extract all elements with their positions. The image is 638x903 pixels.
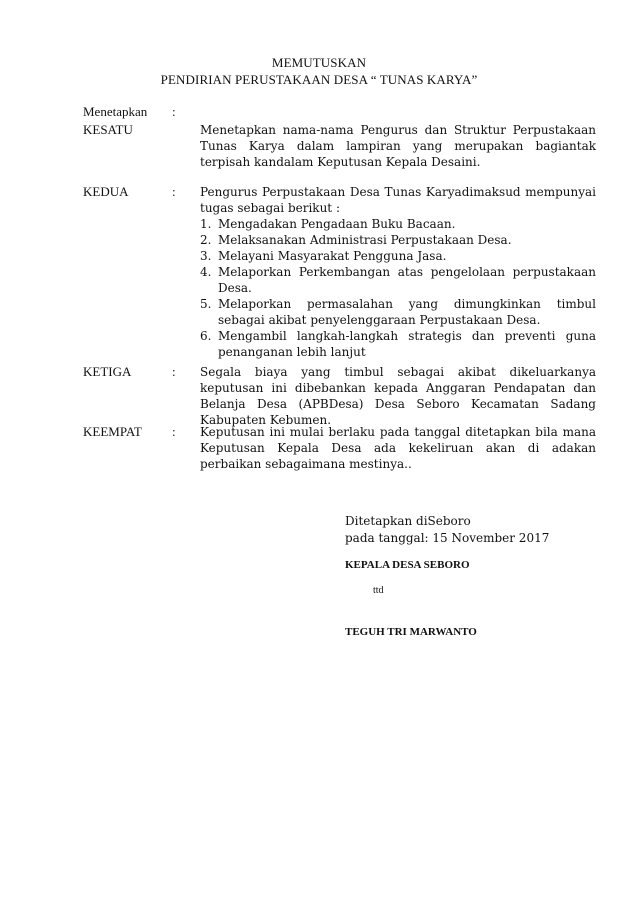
list-number: 1. <box>200 217 212 231</box>
list-text: Melayani Masyarakat Pengguna Jasa. <box>218 249 447 263</box>
menetapkan-colon: : <box>172 104 176 119</box>
signature-ttd: ttd <box>373 585 384 596</box>
signature-title-block <box>345 558 615 572</box>
keempat-colon: : <box>172 424 176 439</box>
keempat-label: KEEMPAT <box>83 424 142 439</box>
kedua-intro: Pengurus Perpustakaan Desa Tunas Karyadimaksud mempunyai tugas sebagai berikut : <box>200 185 596 215</box>
signature-name-block <box>345 625 615 639</box>
heading-memutuskan: MEMUTUSKAN <box>271 55 367 70</box>
ketiga-label: KETIGA <box>83 364 132 379</box>
list-text: Melaporkan Perkembangan atas pengelolaan perpustakaan Desa. <box>218 265 596 295</box>
list-item <box>200 296 596 328</box>
ketiga-text <box>200 364 596 428</box>
list-item <box>200 328 596 360</box>
signature-name: TEGUH TRI MARWANTO <box>345 626 477 638</box>
signature-date: pada tanggal: 15 November 2017 <box>345 531 550 545</box>
ketiga-paragraph: Segala biaya yang timbul sebagai akibat dikeluarkanya keputusan ini dibebankan kepada Anggaran Pendapatan dan Belanja Desa (APBDesa) Desa Seboro Kecamatan Sadang Kabupaten Kebumen. <box>200 365 596 427</box>
list-number: 4. <box>200 265 212 279</box>
heading-title: PENDIRIAN PERUSTAKAAN DESA “ TUNAS KARYA” <box>160 72 478 87</box>
signature-title: KEPALA DESA SEBORO <box>345 559 470 571</box>
list-item <box>200 216 596 232</box>
list-item <box>200 264 596 296</box>
kedua-content <box>200 184 596 360</box>
list-text: Mengadakan Pengadaan Buku Bacaan. <box>218 217 456 231</box>
list-text: Mengambil langkah-langkah strategis dan preventi guna penanganan lebih lanjut <box>218 329 596 359</box>
ketiga-colon: : <box>172 364 176 379</box>
list-number: 3. <box>200 249 212 263</box>
kedua-label: KEDUA <box>83 184 129 199</box>
list-number: 6. <box>200 329 212 343</box>
kedua-colon: : <box>172 184 176 199</box>
kesatu-text <box>200 122 596 170</box>
keempat-text <box>200 424 596 472</box>
keempat-paragraph: Keputusan ini mulai berlaku pada tanggal ditetapkan bila mana Keputusan Kepala Desa ada kekeliruan akan di adakan perbaikan sebagaimana mestinya.. <box>200 425 596 471</box>
list-text: Melaporkan permasalahan yang dimungkinkan timbul sebagai akibat penyelenggaraan Perpustakaan Desa. <box>218 297 596 327</box>
menetapkan-label: Menetapkan <box>83 104 148 119</box>
list-item <box>200 248 596 264</box>
signature-ttd-block <box>345 585 615 597</box>
list-number: 5. <box>200 297 212 311</box>
kedua-task-list <box>200 216 596 360</box>
list-number: 2. <box>200 233 212 247</box>
list-text: Melaksanakan Administrasi Perpustakaan Desa. <box>218 233 512 247</box>
signature-block <box>345 513 615 547</box>
kesatu-label: KESATU <box>83 122 133 137</box>
list-item <box>200 232 596 248</box>
signature-place: Ditetapkan diSeboro <box>345 514 471 528</box>
kesatu-paragraph: Menetapkan nama-nama Pengurus dan Struktur Perpustakaan Tunas Karya dalam lampiran yang merupakan bagiantak terpisah kandalam Keputusan Kepala Desaini. <box>200 123 596 169</box>
